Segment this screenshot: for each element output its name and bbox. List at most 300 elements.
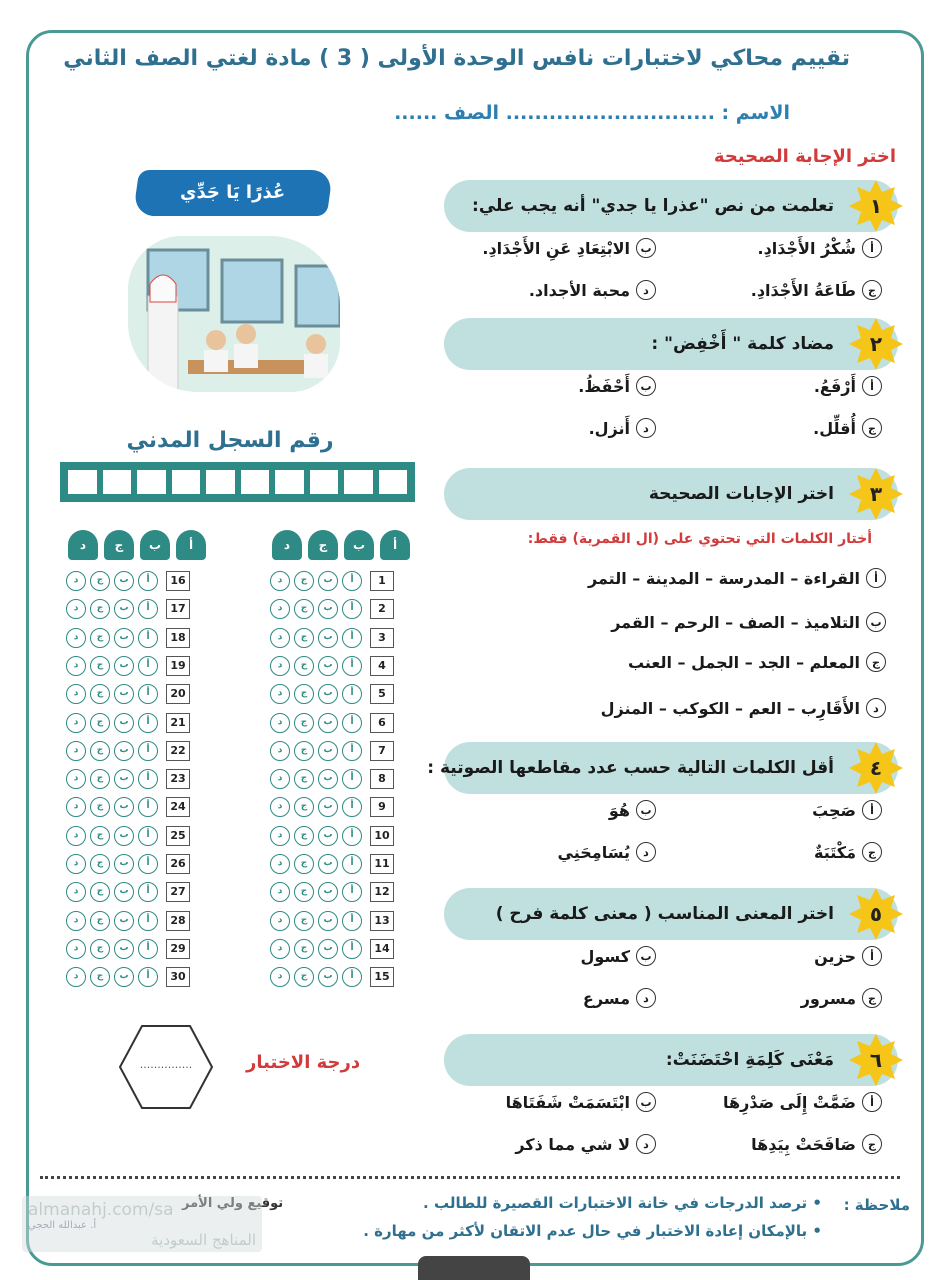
answer-bubble[interactable]: ج: [294, 797, 314, 817]
question-6-option-4[interactable]: [515, 1134, 656, 1154]
answer-row-number: 30: [166, 967, 190, 987]
option-label: مَكْتَبَةٌ: [814, 842, 856, 862]
question-3-subtext: أختار الكلمات التي تحتوي على (ال القمرية) فقط:: [527, 531, 872, 547]
question-number-badge: [848, 886, 904, 942]
question-text: اختر المعنى المناسب ( معنى كلمة فرح ): [495, 904, 834, 924]
answer-row: [270, 627, 394, 649]
answer-row: [270, 881, 394, 903]
watermark-brand: المناهج السعودية: [151, 1231, 256, 1249]
answer-bubble[interactable]: ب: [114, 656, 134, 676]
answer-row: [270, 768, 394, 790]
option-radio[interactable]: أ: [862, 946, 882, 966]
answer-bubble[interactable]: د: [66, 599, 86, 619]
answer-bubble[interactable]: ج: [90, 656, 110, 676]
answer-bubble[interactable]: أ: [138, 826, 158, 846]
answer-bubble[interactable]: د: [66, 797, 86, 817]
registry-digit-box[interactable]: [205, 469, 236, 495]
answer-row: [270, 796, 394, 818]
answer-bubble[interactable]: ب: [114, 826, 134, 846]
option-label: شُكْرُ الأَجْدَادِ.: [757, 238, 856, 258]
answer-row-number: 24: [166, 797, 190, 817]
option-radio[interactable]: أ: [862, 238, 882, 258]
registry-digit-box[interactable]: [274, 469, 305, 495]
answer-bubble[interactable]: ج: [90, 882, 110, 902]
answer-bubble[interactable]: ج: [294, 713, 314, 733]
guardian-signature: توقيع ولي الأمر: [182, 1196, 284, 1211]
lesson-badge-label: عُذرًا يَا جَدِّي: [180, 182, 286, 203]
registry-digit-box[interactable]: [136, 469, 167, 495]
answer-bubble[interactable]: أ: [342, 599, 362, 619]
answer-bubble[interactable]: د: [66, 911, 86, 931]
option-label: يُسَامِحَنِي: [557, 842, 630, 862]
answer-row: [66, 966, 190, 988]
answer-choice-header: ج: [104, 530, 134, 560]
answer-bubble[interactable]: د: [66, 684, 86, 704]
answer-bubble[interactable]: ج: [294, 656, 314, 676]
answer-bubble[interactable]: أ: [342, 911, 362, 931]
answer-bubble[interactable]: أ: [138, 599, 158, 619]
answer-bubble[interactable]: ج: [90, 911, 110, 931]
answer-bubble[interactable]: أ: [138, 713, 158, 733]
answer-bubble[interactable]: د: [270, 713, 290, 733]
answer-bubble[interactable]: أ: [138, 854, 158, 874]
option-label: كسول: [580, 946, 630, 966]
answer-bubble[interactable]: ب: [114, 967, 134, 987]
answer-bubble[interactable]: ب: [114, 939, 134, 959]
answer-bubble[interactable]: ج: [90, 769, 110, 789]
answer-row-number: 12: [370, 882, 394, 902]
question-6-option-3[interactable]: [751, 1134, 882, 1154]
answer-bubble[interactable]: د: [66, 656, 86, 676]
option-label: القراءة – المدرسة – المدينة – التمر: [587, 568, 860, 588]
answer-bubble[interactable]: أ: [138, 571, 158, 591]
option-radio[interactable]: ج: [862, 1134, 882, 1154]
answer-bubble[interactable]: ج: [294, 628, 314, 648]
answer-bubble[interactable]: د: [270, 911, 290, 931]
question-number-badge: [848, 466, 904, 522]
answer-bubble[interactable]: أ: [138, 797, 158, 817]
answer-bubble[interactable]: أ: [342, 882, 362, 902]
answer-bubble[interactable]: ب: [318, 911, 338, 931]
note-item-1: • ترصد الدرجات في خانة الاختبارات القصيرة للطالب .: [423, 1194, 822, 1212]
answer-bubble[interactable]: د: [270, 656, 290, 676]
answer-row: [66, 796, 190, 818]
option-radio[interactable]: د: [636, 1134, 656, 1154]
answer-bubble[interactable]: ج: [294, 939, 314, 959]
answer-bubble[interactable]: ب: [318, 797, 338, 817]
divider: [40, 1176, 900, 1179]
answer-bubble[interactable]: ج: [294, 741, 314, 761]
option-radio[interactable]: ب: [636, 1092, 656, 1112]
option-radio[interactable]: ب: [866, 612, 886, 632]
answer-bubble[interactable]: د: [270, 571, 290, 591]
answer-bubble[interactable]: ب: [318, 656, 338, 676]
question-text: أقل الكلمات التالية حسب عدد مقاطعها الصوتية :: [427, 758, 834, 778]
answer-row: [66, 683, 190, 705]
answer-row: [66, 655, 190, 677]
answer-bubble[interactable]: د: [270, 939, 290, 959]
answer-row-number: 7: [370, 741, 394, 761]
option-radio[interactable]: أ: [862, 800, 882, 820]
answer-bubble[interactable]: ج: [90, 599, 110, 619]
question-6-option-2[interactable]: [506, 1092, 656, 1112]
answer-bubble[interactable]: ب: [318, 599, 338, 619]
answer-bubble[interactable]: ج: [90, 854, 110, 874]
answer-row: [270, 853, 394, 875]
answer-bubble[interactable]: د: [270, 967, 290, 987]
option-radio[interactable]: ج: [866, 652, 886, 672]
answer-bubble[interactable]: ج: [294, 599, 314, 619]
answer-bubble[interactable]: ج: [90, 628, 110, 648]
answer-bubble[interactable]: ج: [90, 826, 110, 846]
answer-row-number: 1: [370, 571, 394, 591]
answer-bubble[interactable]: د: [66, 628, 86, 648]
answer-bubble[interactable]: ج: [90, 684, 110, 704]
answer-bubble[interactable]: ب: [114, 599, 134, 619]
answer-bubble[interactable]: أ: [138, 684, 158, 704]
answer-bubble[interactable]: د: [66, 854, 86, 874]
answer-bubble[interactable]: ب: [114, 628, 134, 648]
answer-row-number: 13: [370, 911, 394, 931]
answer-bubble[interactable]: ب: [318, 628, 338, 648]
answer-row-number: 16: [166, 571, 190, 591]
question-1-option-2[interactable]: [482, 238, 656, 258]
answer-row-number: 21: [166, 713, 190, 733]
question-2-option-1[interactable]: [814, 376, 882, 396]
answer-bubble[interactable]: ب: [318, 939, 338, 959]
answer-sheet-header: [272, 530, 410, 560]
question-4-option-1[interactable]: [812, 800, 882, 820]
answer-bubble[interactable]: أ: [138, 656, 158, 676]
answer-bubble[interactable]: أ: [342, 939, 362, 959]
name-class-line: الاسم : ............................. الصف ......: [394, 102, 790, 124]
answer-bubble[interactable]: أ: [138, 882, 158, 902]
answer-bubble[interactable]: أ: [342, 826, 362, 846]
question-number: ٢: [869, 332, 883, 356]
answer-bubble[interactable]: د: [66, 741, 86, 761]
option-radio[interactable]: د: [636, 988, 656, 1008]
answer-row: [270, 570, 394, 592]
answer-row: [66, 598, 190, 620]
answer-bubble[interactable]: ج: [294, 967, 314, 987]
option-radio[interactable]: ج: [862, 418, 882, 438]
option-radio[interactable]: د: [636, 280, 656, 300]
answer-row-number: 10: [370, 826, 394, 846]
answer-sheet-header: [68, 530, 206, 560]
answer-bubble[interactable]: د: [270, 797, 290, 817]
answer-row-number: 27: [166, 882, 190, 902]
answer-bubble[interactable]: ج: [294, 882, 314, 902]
answer-bubble[interactable]: أ: [342, 684, 362, 704]
option-label: صَحِبَ: [812, 800, 856, 820]
option-radio[interactable]: ب: [636, 376, 656, 396]
answer-row-number: 22: [166, 741, 190, 761]
answer-row-number: 23: [166, 769, 190, 789]
option-radio[interactable]: ج: [862, 280, 882, 300]
question-4-bar: [427, 742, 898, 794]
question-1-option-3[interactable]: [751, 280, 882, 300]
question-2-option-2[interactable]: [578, 376, 656, 396]
answer-row: [66, 768, 190, 790]
option-label: مسرع: [582, 988, 630, 1008]
answer-row: [270, 598, 394, 620]
registry-digit-box[interactable]: [240, 469, 271, 495]
answer-row: [66, 712, 190, 734]
answer-bubble[interactable]: أ: [342, 769, 362, 789]
option-radio[interactable]: أ: [866, 568, 886, 588]
answer-bubble[interactable]: أ: [138, 769, 158, 789]
answer-choice-header: ب: [344, 530, 374, 560]
question-3-option-2[interactable]: [611, 612, 886, 632]
answer-bubble[interactable]: ب: [114, 769, 134, 789]
watermark-teacher: أ. عبدالله الحجي: [28, 1220, 97, 1231]
answer-row: [66, 938, 190, 960]
answer-bubble[interactable]: أ: [342, 854, 362, 874]
option-label: محبة الأجداد.: [528, 280, 630, 300]
answer-bubble[interactable]: د: [66, 882, 86, 902]
answer-row-number: 25: [166, 826, 190, 846]
answer-bubble[interactable]: أ: [138, 939, 158, 959]
answer-bubble[interactable]: أ: [342, 628, 362, 648]
question-2-bar: [444, 318, 898, 370]
option-label: حزين: [814, 946, 856, 966]
answer-choice-header: د: [68, 530, 98, 560]
answer-choice-header: أ: [176, 530, 206, 560]
question-number: ٦: [869, 1048, 883, 1072]
option-radio[interactable]: د: [866, 698, 886, 718]
answer-bubble[interactable]: د: [270, 628, 290, 648]
watermark: [22, 1196, 262, 1252]
answer-bubble[interactable]: ج: [90, 797, 110, 817]
answer-bubble[interactable]: ب: [318, 967, 338, 987]
answer-bubble[interactable]: ج: [294, 684, 314, 704]
answer-choice-header: أ: [380, 530, 410, 560]
answer-bubble[interactable]: ج: [294, 769, 314, 789]
answer-bubble[interactable]: ج: [90, 741, 110, 761]
answer-bubble[interactable]: ج: [90, 571, 110, 591]
answer-row: [270, 740, 394, 762]
answer-bubble[interactable]: ب: [318, 571, 338, 591]
option-label: أَحْفَظُ.: [578, 376, 630, 396]
answer-bubble[interactable]: أ: [138, 741, 158, 761]
answer-row: [66, 881, 190, 903]
option-radio[interactable]: أ: [862, 376, 882, 396]
answer-bubble[interactable]: ب: [318, 741, 338, 761]
answer-bubble[interactable]: ب: [114, 741, 134, 761]
registry-digit-box[interactable]: [67, 469, 98, 495]
question-text: اختر الإجابات الصحيحة: [648, 484, 834, 504]
option-radio[interactable]: ج: [862, 842, 882, 862]
answer-bubble[interactable]: ج: [90, 713, 110, 733]
answer-row-number: 4: [370, 656, 394, 676]
question-number: ٤: [869, 756, 883, 780]
answer-row: [270, 655, 394, 677]
answer-bubble[interactable]: د: [66, 826, 86, 846]
lesson-badge: [133, 170, 333, 216]
answer-bubble[interactable]: د: [66, 571, 86, 591]
answer-bubble[interactable]: أ: [342, 571, 362, 591]
grade-value[interactable]: ...............: [139, 1058, 193, 1071]
answer-bubble[interactable]: د: [270, 769, 290, 789]
answer-row: [270, 712, 394, 734]
answer-bubble[interactable]: ج: [294, 571, 314, 591]
answer-bubble[interactable]: أ: [342, 713, 362, 733]
registry-number-boxes[interactable]: [60, 462, 415, 502]
note-item-2: • بالإمكان إعادة الاختبار في حال عدم الاتقان لأكثر من مهارة .: [363, 1222, 822, 1240]
option-label: صَافَحَتْ بِيَدِهَا: [751, 1134, 856, 1154]
answer-row-number: 5: [370, 684, 394, 704]
question-number-badge: [848, 178, 904, 234]
question-text: مَعْنَى كَلِمَةِ احْتَضَنَتْ:: [665, 1050, 834, 1070]
home-indicator-bar: [418, 1256, 530, 1280]
answer-choice-header: ج: [308, 530, 338, 560]
answer-bubble[interactable]: ب: [114, 571, 134, 591]
answer-row-number: 18: [166, 628, 190, 648]
option-radio[interactable]: ب: [636, 238, 656, 258]
answer-row: [66, 910, 190, 932]
notes-label: ملاحظة :: [843, 1196, 910, 1214]
answer-bubble[interactable]: ج: [90, 939, 110, 959]
answer-row-number: 17: [166, 599, 190, 619]
answer-bubble[interactable]: د: [270, 826, 290, 846]
question-5-bar: [444, 888, 898, 940]
question-5-option-2[interactable]: [581, 946, 657, 966]
answer-bubble[interactable]: ب: [114, 911, 134, 931]
registry-digit-box[interactable]: [309, 469, 340, 495]
answer-row: [270, 966, 394, 988]
question-3-option-4[interactable]: [601, 698, 886, 718]
question-3-option-3[interactable]: [628, 652, 886, 672]
watermark-site: almanahj.com/sa: [28, 1200, 174, 1220]
question-number-badge: [848, 316, 904, 372]
answer-choice-header: ب: [140, 530, 170, 560]
answer-bubble[interactable]: د: [66, 769, 86, 789]
option-radio[interactable]: د: [636, 418, 656, 438]
option-label: مسرور: [800, 988, 856, 1008]
option-label: ابْتَسَمَتْ شَفَتَاهَا: [505, 1092, 630, 1112]
question-6-bar: [444, 1034, 898, 1086]
answer-row-number: 2: [370, 599, 394, 619]
answer-bubble[interactable]: أ: [138, 628, 158, 648]
registry-digit-box[interactable]: [378, 469, 409, 495]
answer-row-number: 29: [166, 939, 190, 959]
answer-bubble[interactable]: أ: [138, 911, 158, 931]
answer-row-number: 3: [370, 628, 394, 648]
registry-digit-box[interactable]: [343, 469, 374, 495]
option-radio[interactable]: أ: [862, 1092, 882, 1112]
answer-bubble[interactable]: أ: [138, 967, 158, 987]
answer-row: [270, 910, 394, 932]
question-5-option-4[interactable]: [583, 988, 656, 1008]
option-label: أَرْفَعُ.: [813, 376, 856, 396]
question-3-bar: [444, 468, 898, 520]
answer-bubble[interactable]: ب: [318, 854, 338, 874]
question-4-option-4[interactable]: [558, 842, 656, 862]
option-label: الأَقَارِب – العم – الكوكب – المنزل: [600, 698, 860, 718]
answer-row-number: 19: [166, 656, 190, 676]
answer-bubble[interactable]: ب: [114, 797, 134, 817]
question-number-badge: [848, 1032, 904, 1088]
registry-title: رقم السجل المدني: [126, 428, 334, 453]
answer-bubble[interactable]: ج: [294, 854, 314, 874]
question-1-bar: [444, 180, 898, 232]
answer-bubble[interactable]: أ: [342, 741, 362, 761]
option-label: لا شي مما ذكر: [515, 1134, 630, 1154]
option-label: أُقلِّل.: [813, 418, 856, 438]
question-4-option-2[interactable]: [609, 800, 656, 820]
answer-row: [66, 853, 190, 875]
answer-bubble[interactable]: ب: [114, 713, 134, 733]
option-radio[interactable]: ب: [636, 946, 656, 966]
option-radio[interactable]: ب: [636, 800, 656, 820]
answer-row: [66, 570, 190, 592]
answer-bubble[interactable]: د: [270, 684, 290, 704]
answer-bubble[interactable]: ب: [318, 769, 338, 789]
answer-choice-header: د: [272, 530, 302, 560]
answer-bubble[interactable]: د: [270, 854, 290, 874]
answer-row: [66, 825, 190, 847]
answer-bubble[interactable]: د: [270, 599, 290, 619]
question-3-option-1[interactable]: [588, 568, 886, 588]
answer-bubble[interactable]: أ: [342, 656, 362, 676]
answer-bubble[interactable]: ب: [318, 713, 338, 733]
answer-row-number: 9: [370, 797, 394, 817]
question-2-option-3[interactable]: [813, 418, 882, 438]
page-title: تقييم محاكي لاختبارات نافس الوحدة الأولى ( 3 ) مادة لغتي الصف الثاني: [63, 46, 850, 71]
answer-bubble[interactable]: د: [270, 882, 290, 902]
question-number: ١: [869, 194, 883, 218]
question-1-option-1[interactable]: [757, 238, 882, 258]
question-5-option-3[interactable]: [801, 988, 882, 1008]
question-4-option-3[interactable]: [814, 842, 882, 862]
answer-bubble[interactable]: أ: [342, 967, 362, 987]
answer-bubble[interactable]: د: [66, 967, 86, 987]
answer-bubble[interactable]: ب: [318, 684, 338, 704]
answer-bubble[interactable]: ب: [318, 826, 338, 846]
option-label: أَنزل.: [588, 418, 630, 438]
registry-digit-box[interactable]: [102, 469, 133, 495]
question-text: مضاد كلمة " أَخْفِض" :: [651, 334, 834, 354]
question-1-option-4[interactable]: [529, 280, 656, 300]
option-radio[interactable]: د: [636, 842, 656, 862]
answer-bubble[interactable]: ب: [114, 854, 134, 874]
answer-bubble[interactable]: ب: [114, 882, 134, 902]
answer-row: [270, 825, 394, 847]
answer-bubble[interactable]: أ: [342, 797, 362, 817]
answer-bubble[interactable]: ج: [90, 967, 110, 987]
answer-row: [66, 627, 190, 649]
answer-bubble[interactable]: ج: [294, 911, 314, 931]
question-2-option-4[interactable]: [589, 418, 656, 438]
question-6-option-1[interactable]: [723, 1092, 882, 1112]
answer-row: [270, 683, 394, 705]
question-number: ٥: [869, 902, 883, 926]
answer-bubble[interactable]: ج: [294, 826, 314, 846]
option-radio[interactable]: ج: [862, 988, 882, 1008]
option-label: هُوَ: [608, 800, 630, 820]
answer-row: [270, 938, 394, 960]
answer-bubble[interactable]: ب: [318, 882, 338, 902]
answer-row-number: 6: [370, 713, 394, 733]
answer-bubble[interactable]: د: [270, 741, 290, 761]
instruction-text: اختر الإجابة الصحيحة: [713, 146, 896, 167]
question-5-option-1[interactable]: [814, 946, 882, 966]
answer-bubble[interactable]: د: [66, 713, 86, 733]
registry-digit-box[interactable]: [171, 469, 202, 495]
grade-label: درجة الاختبار: [246, 1052, 361, 1073]
answer-bubble[interactable]: ب: [114, 684, 134, 704]
answer-bubble[interactable]: د: [66, 939, 86, 959]
